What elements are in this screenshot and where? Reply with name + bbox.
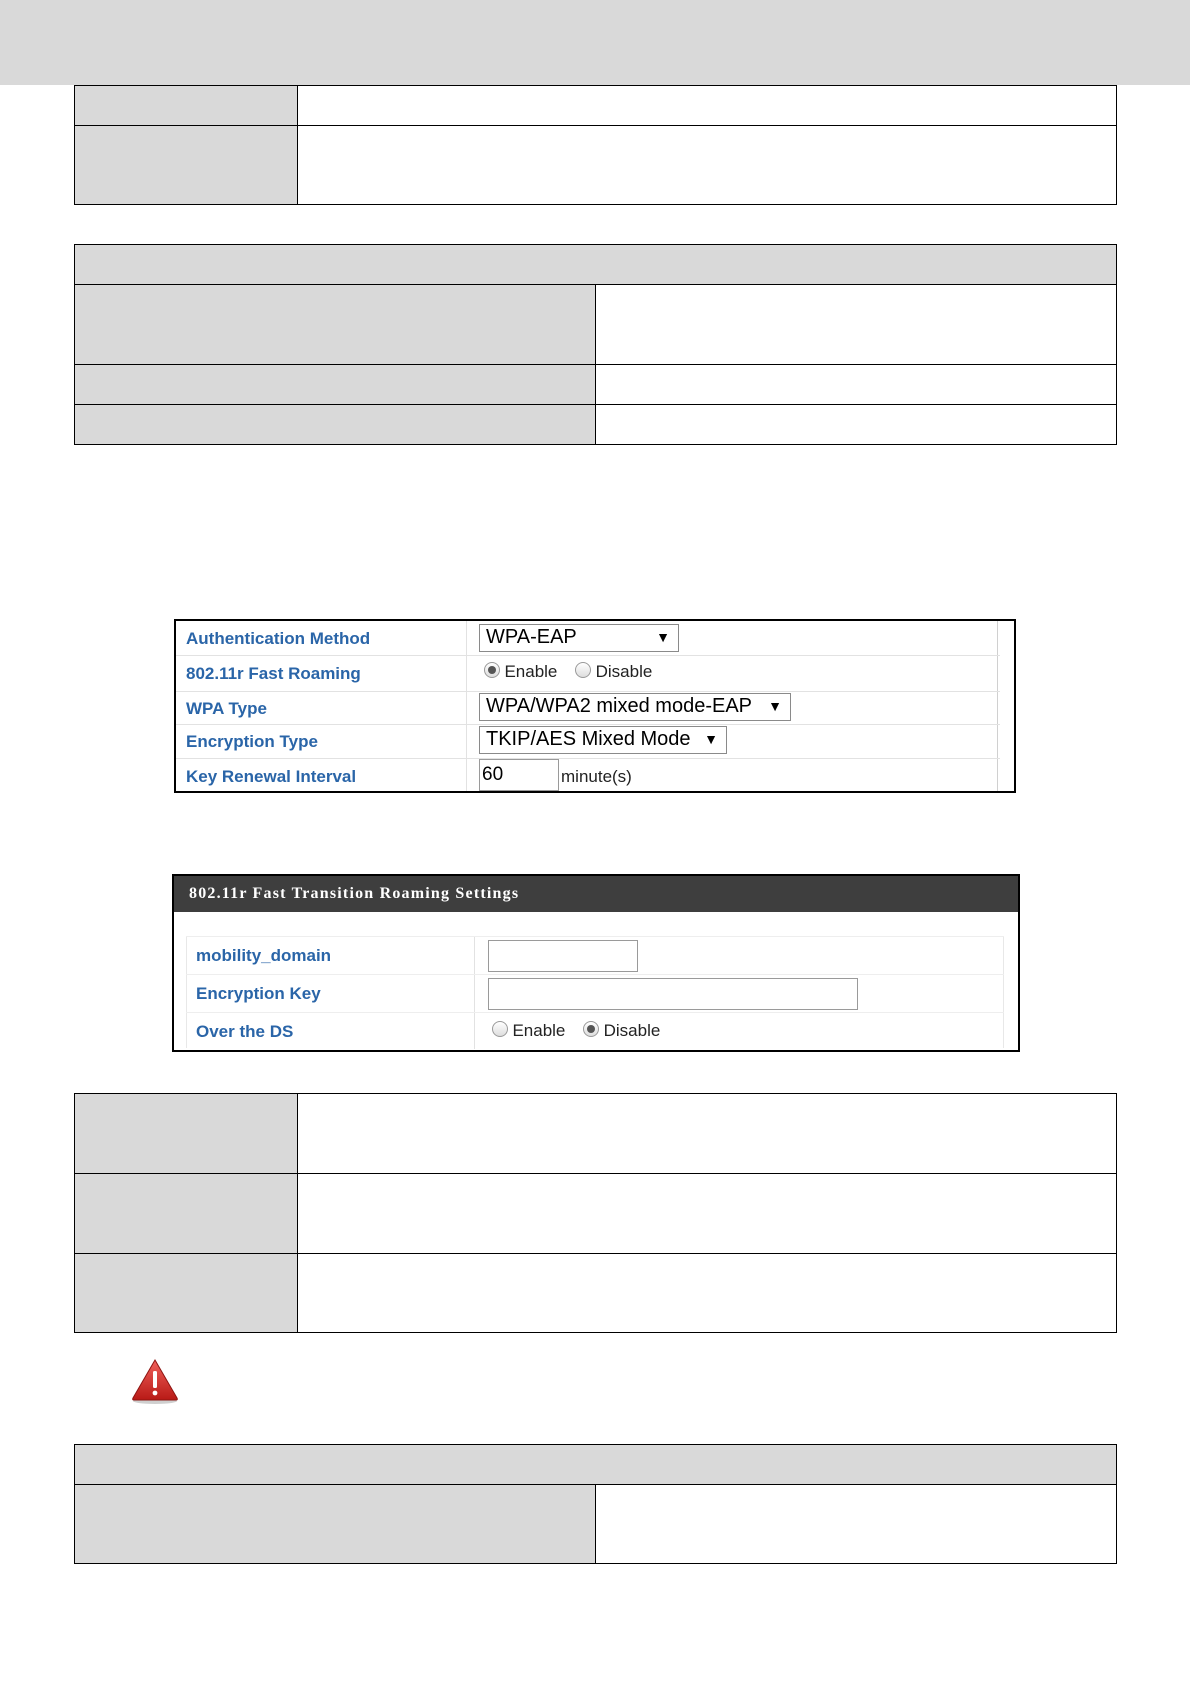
mobility-domain-input[interactable] — [488, 940, 638, 972]
fast-roaming-label: 802.11r Fast Roaming — [186, 664, 361, 683]
wpa-type-label: WPA Type — [186, 699, 267, 718]
table-desc-cell — [596, 365, 1117, 405]
wpa-type-value: WPA/WPA2 mixed mode-EAP — [486, 695, 752, 717]
table-label-cell — [75, 1485, 596, 1564]
key-renewal-row — [176, 758, 1000, 791]
auth-method-value: WPA-EAP — [486, 626, 577, 648]
description-table-4 — [74, 1444, 1117, 1564]
over-the-ds-options — [492, 1021, 660, 1041]
mobility-domain-label: mobility_domain — [196, 946, 332, 965]
description-table-3 — [74, 1093, 1117, 1333]
table-label-cell — [75, 405, 596, 445]
table-label-cell — [75, 285, 596, 365]
table-desc-cell — [596, 405, 1117, 445]
mobility-domain-row — [186, 936, 1004, 975]
description-table-1 — [74, 85, 1117, 205]
encryption-key-input[interactable] — [488, 978, 858, 1010]
table-desc-cell — [298, 1174, 1117, 1254]
fast-roaming-row — [176, 655, 1000, 692]
auth-method-select[interactable] — [479, 624, 679, 652]
table-desc-cell — [596, 1485, 1117, 1564]
auth-method-row — [176, 621, 1000, 656]
encryption-key-row — [186, 974, 1004, 1013]
table-label-cell — [75, 86, 298, 126]
ft-panel-title: 802.11r Fast Transition Roaming Settings — [174, 876, 1018, 912]
wpa-type-row — [176, 691, 1000, 725]
fast-roaming-disable-label: Disable — [595, 662, 653, 681]
over-the-ds-disable-radio[interactable] — [583, 1021, 599, 1037]
chevron-down-icon: ▼ — [704, 731, 718, 747]
over-the-ds-enable-label: Enable — [512, 1021, 566, 1040]
chevron-down-icon: ▼ — [768, 698, 782, 714]
table-label-cell — [75, 1174, 298, 1254]
fast-roaming-disable-radio[interactable] — [575, 662, 591, 678]
over-the-ds-row — [186, 1012, 1004, 1049]
encryption-type-select[interactable] — [479, 726, 727, 754]
warning-triangle-icon — [130, 1357, 180, 1405]
chevron-down-icon: ▼ — [656, 629, 670, 645]
table-header-cell — [75, 1445, 1117, 1485]
fast-roaming-enable-radio[interactable] — [484, 662, 500, 678]
table-header-cell — [75, 245, 1117, 285]
encryption-key-label: Encryption Key — [196, 984, 321, 1003]
over-the-ds-enable-radio[interactable] — [492, 1021, 508, 1037]
auth-method-label: Authentication Method — [186, 629, 371, 648]
table-label-cell — [75, 1094, 298, 1174]
table-label-cell — [75, 365, 596, 405]
encryption-type-row — [176, 724, 1000, 759]
table-label-cell — [75, 126, 298, 205]
page-header-band — [0, 0, 1190, 85]
over-the-ds-disable-label: Disable — [603, 1021, 661, 1040]
ft-roaming-panel — [172, 874, 1020, 1052]
key-renewal-input[interactable]: 60 — [479, 759, 559, 791]
fast-roaming-options — [484, 662, 652, 682]
encryption-type-label: Encryption Type — [186, 732, 318, 751]
key-renewal-unit: minute(s) — [561, 767, 632, 786]
wpa-type-select[interactable] — [479, 693, 791, 721]
key-renewal-label: Key Renewal Interval — [186, 767, 357, 786]
table-desc-cell — [298, 1094, 1117, 1174]
table-desc-cell — [298, 86, 1117, 126]
auth-settings-panel — [174, 619, 1016, 793]
encryption-type-value: TKIP/AES Mixed Mode — [486, 728, 691, 750]
table-desc-cell — [298, 1254, 1117, 1333]
over-the-ds-label: Over the DS — [196, 1022, 294, 1041]
description-table-2 — [74, 244, 1117, 445]
table-desc-cell — [298, 126, 1117, 205]
table-label-cell — [75, 1254, 298, 1333]
fast-roaming-enable-label: Enable — [504, 662, 558, 681]
table-desc-cell — [596, 285, 1117, 365]
